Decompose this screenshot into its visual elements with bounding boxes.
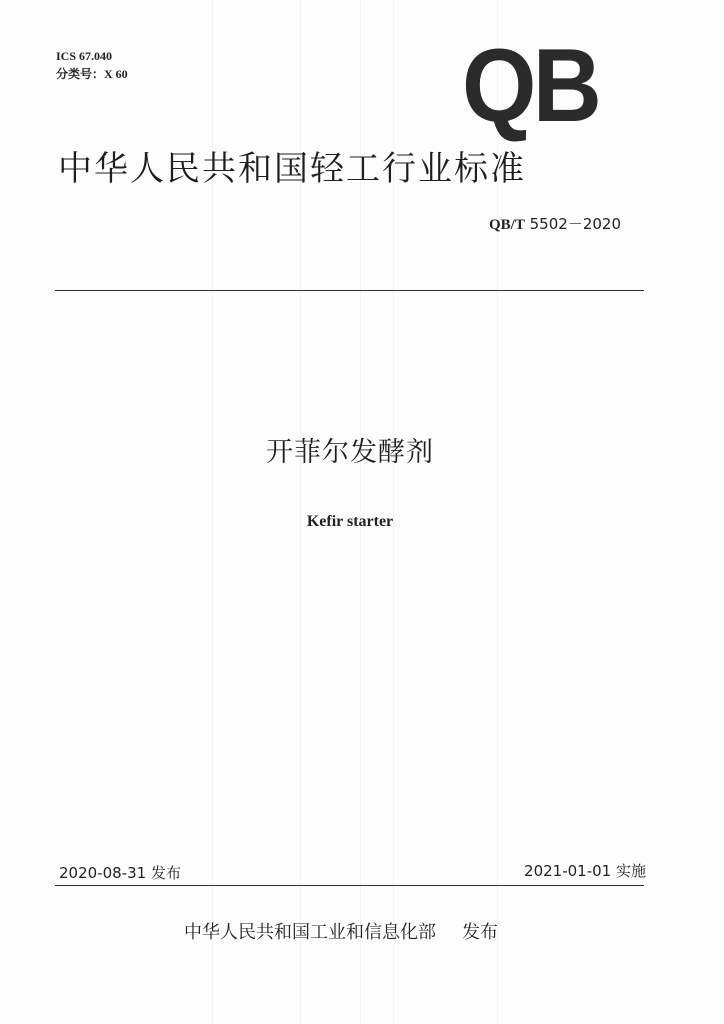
document-title: 开菲尔发酵剂 — [266, 437, 434, 468]
standard-number-value: 5502－2020 — [529, 215, 621, 233]
publisher-action: 发布 — [462, 922, 498, 943]
standard-number-prefix: QB/T — [489, 217, 525, 233]
top-divider — [55, 290, 644, 291]
ics-code: ICS 67.040 — [56, 49, 113, 63]
issue-date: 2020-08-31 发布 — [59, 864, 181, 882]
standard-title: 中华人民共和国轻工行业标准 — [58, 149, 526, 189]
classification-code: 分类号：X 60 — [56, 67, 128, 81]
ics-block — [56, 47, 128, 83]
standard-number — [489, 213, 621, 236]
publisher-line — [184, 920, 498, 946]
implementation-date: 2021-01-01 实施 — [524, 862, 646, 880]
document-english-title: Kefir starter — [306, 513, 394, 530]
publisher-name: 中华人民共和国工业和信息化部 — [184, 922, 436, 943]
bottom-divider — [55, 885, 644, 886]
qb-logo: QB — [462, 28, 599, 144]
